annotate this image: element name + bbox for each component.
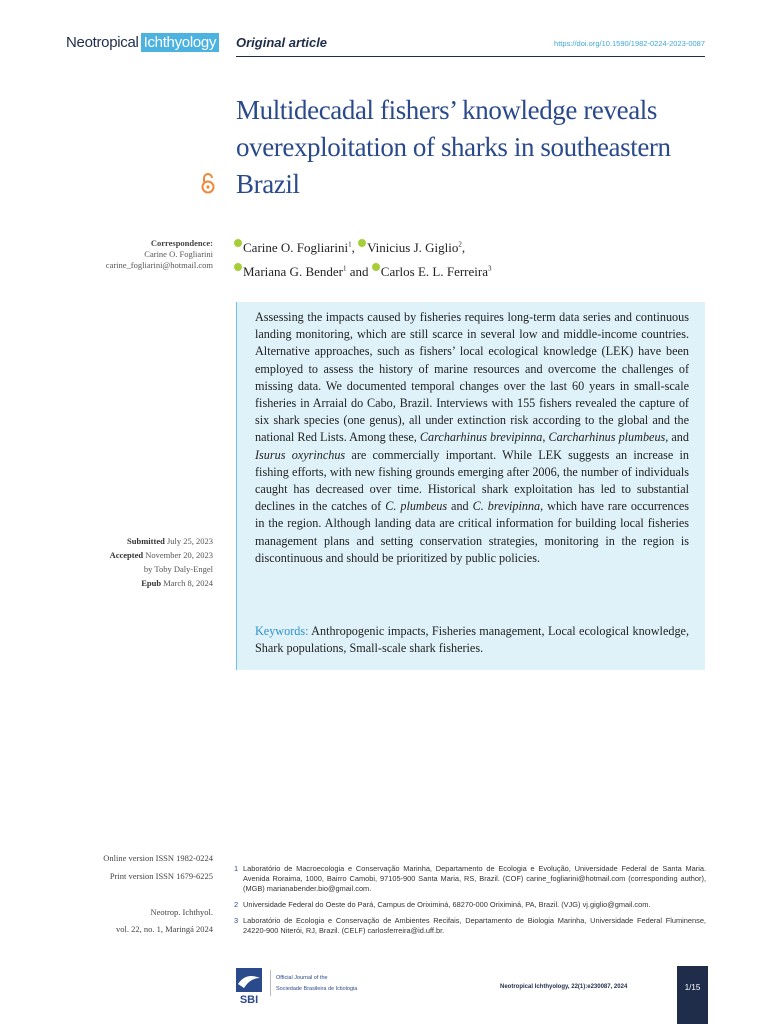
brand-ichthyology: Ichthyology	[141, 33, 220, 52]
footer-separator	[270, 970, 271, 996]
issn-print: Print version ISSN 1679-6225	[109, 871, 213, 881]
keywords-text: Anthropogenic impacts, Fisheries management, Local ecological knowledge, Shark populations, Small-scale shark fisheries.	[255, 624, 689, 656]
affiliation-item: 3 Laboratório de Ecologia e Conservação de Ambientes Recifais, Departamento de Biologia Marinha, Universidade Federal Fluminense, 24220-900 Niterói, RJ, Brazil. (CELF) carlosferreira@id.uff.br.	[234, 916, 706, 935]
orcid-icon[interactable]	[234, 263, 242, 271]
open-access-icon	[200, 172, 216, 194]
orcid-icon[interactable]	[358, 239, 366, 247]
submitted-date: Submitted July 25, 2023	[127, 536, 213, 546]
citation-volume: vol. 22, no. 1, Maringá 2024	[115, 924, 213, 934]
affiliation-item: 2 Universidade Federal do Oeste do Pará, Campus de Oriximiná, 68270-000 Oriximiná, PA, Brazil. (VJG) vj.giglio@gmail.com.	[234, 900, 651, 909]
citation-journal: Neotrop. Ichthyol.	[150, 907, 213, 917]
epub-date: Epub March 8, 2024	[141, 578, 213, 588]
correspondence-email[interactable]: carine_fogliarini@hotmail.com	[105, 260, 213, 270]
correspondence-block	[106, 238, 213, 271]
affiliations	[234, 864, 706, 942]
correspondence-heading: Correspondence:	[150, 238, 213, 248]
editor: by Toby Daly-Engel	[143, 564, 213, 574]
abstract-text: Assessing the impacts caused by fisheries requires long-term data series and continuous landing monitoring, which are still scarce in several low and middle-income countries. Alternative approaches, such as fishers’ local ecological knowledge (LEK) have been employed to assess the history of marine resources and overcome the challenges of missing data. We documented temporal changes over the last 60 years in small-scale fisheries in Arraial do Cabo, Brazil. Interviews with 155 fishers revealed the capture of six shark species (one genus), all under extinction risk according to the global and the national Red Lists. Among these, Carcharhinus brevipinna, Carcharhinus plumbeus, and Isurus oxyrinchus are commercially important. While LEK suggests an increase in fishing efforts, with new fishing grounds emerging after 2006, the number of individuals caught has decreased over time. Historical shark exploitation has led to substantial declines in the catches of C. plumbeus and C. brevipinna, which have rare occurrences in the region. Although landing data are critical information for building local fisheries management plans and setting conservation strategies, monitoring in the region is discontinuous and should be prioritized by public policies.	[255, 310, 690, 565]
author[interactable]: Carine O. Fogliarini$^1$,	[234, 240, 358, 255]
author[interactable]: Carlos E. L. Ferreira$^3$	[372, 264, 492, 279]
orcid-icon[interactable]	[234, 239, 242, 247]
author-list	[234, 235, 492, 282]
header-rule	[236, 56, 705, 57]
author[interactable]: Vinicius J. Giglio$^2$,	[358, 240, 465, 255]
author[interactable]: Mariana G. Bender$^1$ and	[234, 264, 372, 279]
article-type-label: Original article	[236, 35, 328, 50]
keywords	[255, 623, 689, 657]
brand-neotropical: Neotropical	[66, 34, 139, 51]
sbi-logo	[234, 968, 264, 1006]
accepted-date: Accepted November 20, 2023	[109, 550, 213, 560]
journal-brand	[66, 34, 219, 51]
footer-citation: Neotropical Ichthyology, 22(1):e230087, 2024	[500, 984, 628, 990]
official-journal-note: Official Journal of the Sociedade Brasileira de Ictiologia	[276, 975, 358, 992]
article-title: Multidecadal fishers’ knowledge reveals overexploitation of sharks in southeastern Brazil	[236, 95, 671, 199]
affiliation-item: 1 Laboratório de Macroecologia e Conservação Marinha, Departamento de Ecologia e Evolução, Universidade Federal de Santa Maria. Avenida Roraima, 1000, Bairro Camobi, 97105-900 Santa Maria, RS, Brazil. (COF) carine_fogliarini@hotmail.com (corresponding author), (MGB) marianabender.bio@gmail.com.	[234, 864, 706, 893]
page-number: 1/15	[677, 966, 708, 1024]
citation-block	[116, 904, 213, 938]
doi-link[interactable]: https://doi.org/10.1590/1982-0224-2023-0087	[554, 39, 705, 48]
sbi-logo-text: SBI	[239, 994, 259, 1006]
correspondence-name: Carine O. Fogliarini	[144, 249, 213, 259]
publication-dates	[110, 534, 213, 590]
orcid-icon[interactable]	[372, 263, 380, 271]
issn-block	[103, 849, 213, 885]
keywords-label: Keywords:	[255, 624, 309, 638]
issn-online: Online version ISSN 1982-0224	[103, 853, 213, 863]
